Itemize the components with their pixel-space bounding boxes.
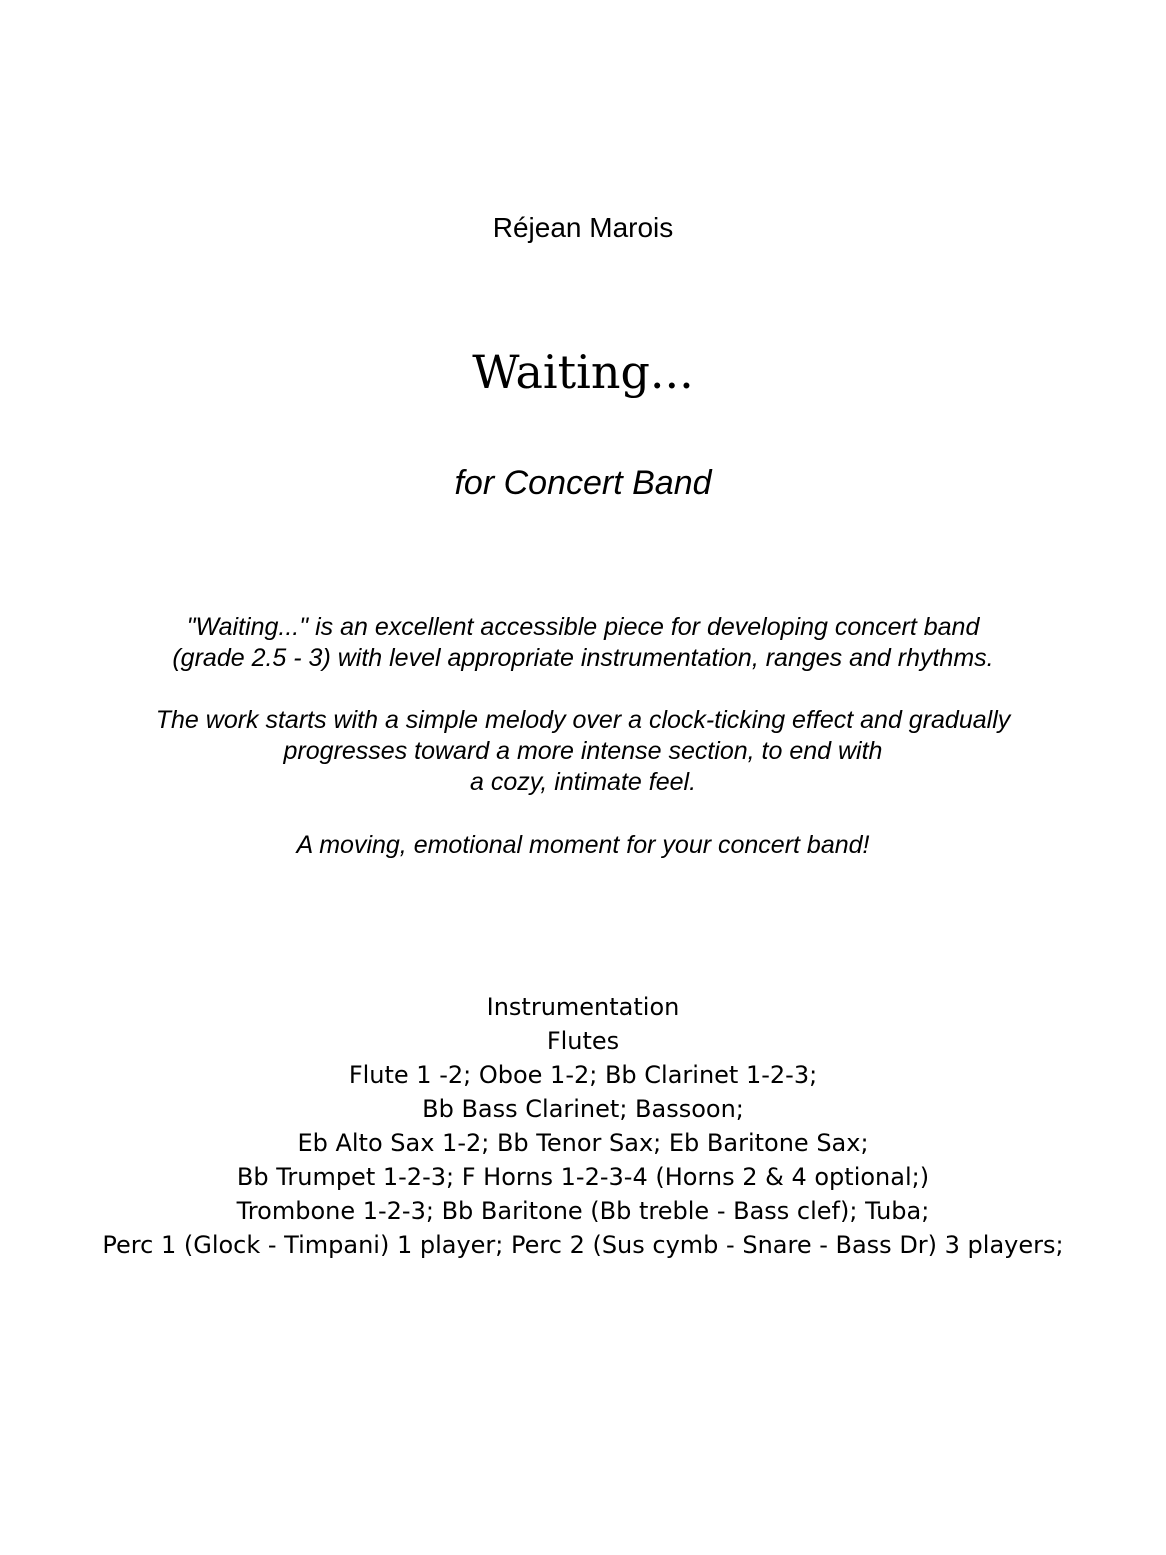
- instrumentation-line: Trombone 1-2-3; Bb Baritone (Bb treble - Bass clef); Tuba;: [236, 1197, 930, 1225]
- description-line: A moving, emotional moment for your concert band!: [296, 831, 870, 859]
- instrumentation-section: [0, 990, 1166, 1262]
- instrumentation-line: Perc 1 (Glock - Timpani) 1 player; Perc 2 (Sus cymb - Snare - Bass Dr) 3 players;: [102, 1231, 1064, 1259]
- description-paragraph-2: [0, 705, 1166, 798]
- instrumentation-line: Bb Trumpet 1-2-3; F Horns 1-2-3-4 (Horns 2 & 4 optional;): [236, 1163, 930, 1191]
- description-line: (grade 2.5 - 3) with level appropriate instrumentation, ranges and rhythms.: [172, 644, 994, 672]
- description-line: progresses toward a more intense section, to end with: [283, 737, 883, 765]
- description-line: a cozy, intimate feel.: [469, 768, 697, 796]
- instrumentation-line: Flutes: [546, 1027, 620, 1055]
- description-line: The work starts with a simple melody over a clock-ticking effect and gradually: [155, 706, 1011, 734]
- piece-title: Waiting...: [472, 345, 694, 399]
- instrumentation-line: Flute 1 -2; Oboe 1-2; Bb Clarinet 1-2-3;: [348, 1061, 818, 1089]
- instrumentation-line: Eb Alto Sax 1-2; Bb Tenor Sax; Eb Baritone Sax;: [297, 1129, 869, 1157]
- instrumentation-line: Bb Bass Clarinet; Bassoon;: [422, 1095, 744, 1123]
- composer-name: Réjean Marois: [492, 212, 674, 243]
- description-paragraph-1: [0, 612, 1166, 674]
- description-paragraph-3: [0, 830, 1166, 861]
- instrumentation-heading: Instrumentation: [486, 993, 680, 1021]
- piece-subtitle: for Concert Band: [454, 464, 712, 502]
- description-line: "Waiting..." is an excellent accessible piece for developing concert band: [186, 613, 980, 641]
